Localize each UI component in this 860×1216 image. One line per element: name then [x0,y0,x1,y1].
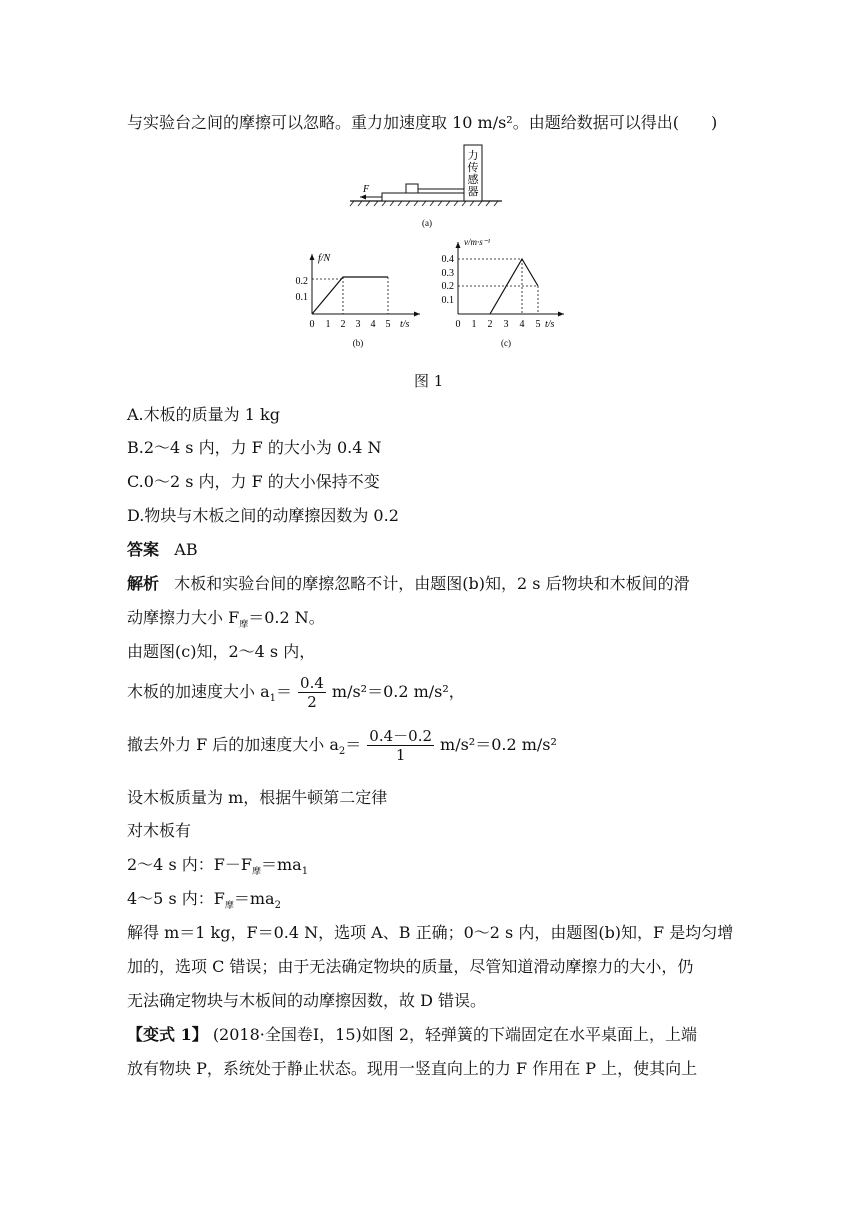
svg-text:1: 1 [471,319,477,330]
analysis-line-12: 无法确定物块与木板间的动摩擦因数，故 D 错误。 [127,991,487,1010]
svg-text:v/m·s⁻¹: v/m·s⁻¹ [464,237,491,247]
svg-text:0.3: 0.3 [441,268,454,279]
svg-text:感: 感 [467,174,479,186]
answer-label: 答案 [127,540,160,559]
force-label: F [362,184,370,195]
answer-line [127,539,198,561]
svg-text:2: 2 [340,319,346,330]
svg-text:0.2: 0.2 [295,276,308,287]
svg-text:0.2: 0.2 [441,281,454,292]
figure-a [340,140,510,235]
figure-b-graph [280,248,430,353]
svg-text:f/N: f/N [318,253,331,264]
svg-text:4: 4 [370,319,376,330]
svg-text:0.4: 0.4 [441,254,454,265]
svg-text:1: 1 [325,319,331,330]
analysis-label: 解析 [127,574,160,593]
analysis-line-1: 解析 木板和实验台间的摩擦忽略不计，由题图(b)知，2 s 后物块和木板间的滑 [127,574,690,593]
option-a: A.木板的质量为 1 kg [127,405,280,424]
analysis-line-6: 设木板质量为 m，根据牛顿第二定律 [127,788,388,807]
answer-value: AB [174,540,198,559]
board [382,193,466,201]
svg-text:3: 3 [355,319,361,330]
svg-text:器: 器 [467,186,479,198]
svg-text:5: 5 [535,319,541,330]
question-tail: 与实验台之间的摩擦可以忽略。重力加速度取 10 m/s²。由题给数据可以得出( ) [127,113,718,132]
svg-text:t/s: t/s [400,319,410,330]
analysis-line-5: 撤去外力 F 后的加速度大小 $a_2=$ $\frac{0.4-0.2}{1}$ m/s²＝0.2 m/s² [127,727,557,764]
variant-line-2: 放有物块 P，系统处于静止状态。现用一竖直向上的力 F 作用在 P 上，使其向上 [127,1059,698,1078]
option-b: B.2～4 s 内，力 F 的大小为 0.4 N [127,438,382,457]
svg-text:5: 5 [385,319,391,330]
svg-text:(c): (c) [501,338,511,348]
variant-line-1: 【变式 1】 (2018·全国卷Ⅰ，15)如图 2，轻弹簧的下端固定在水平桌面上，上端 [127,1025,698,1044]
svg-text:0.1: 0.1 [441,295,454,306]
option-c: C.0～2 s 内，力 F 的大小保持不变 [127,472,380,491]
svg-text:传: 传 [467,162,479,174]
svg-text:t/s: t/s [545,319,555,330]
analysis-line-3: 由题图(c)知，2～4 s 内， [127,642,316,661]
svg-text:0: 0 [309,319,315,330]
analysis-line-7: 对木板有 [127,821,192,840]
velocity-curve [490,259,538,314]
figure-caption: 图 1 [414,372,444,390]
svg-text:4: 4 [519,319,525,330]
fraction-a2: $\frac{0.4-0.2}{1}$ [369,727,433,764]
svg-text:2: 2 [487,319,493,330]
svg-text:0.1: 0.1 [295,292,308,303]
analysis-line-4: 木板的加速度大小 $a_1=$ $\frac{0.4}{2}$ m/s²＝0.2 m/s²， [127,674,465,711]
svg-text:(b): (b) [352,338,364,348]
analysis-line-11: 加的，选项 C 错误；由于无法确定物块的质量，尽管知道滑动摩擦力的大小，仍 [127,957,694,976]
figure-c-graph [430,232,580,354]
analysis-line-2: 动摩擦力大小 $F_摩=0.2$ N。 [127,608,325,631]
svg-text:0: 0 [455,319,461,330]
analysis-line-8: 2～4 s 内：$F-F_摩=ma_1$ [127,855,309,878]
block [406,184,418,193]
option-d: D.物块与木板之间的动摩擦因数为 0.2 [127,506,399,525]
variant-label: 【变式 1】 [127,1025,208,1044]
analysis-line-10: 解得 m＝1 kg，F＝0.4 N，选项 A、B 正确；0～2 s 内，由题图(b)知，F 是均匀增 [127,923,734,942]
svg-text:力: 力 [467,150,479,162]
svg-text:3: 3 [503,319,509,330]
fraction-a1: $\frac{0.4}{2}$ [300,674,324,711]
analysis-line-9: 4～5 s 内：$F_摩=ma_2$ [127,889,281,912]
svg-text:(a): (a) [422,218,432,228]
friction-curve [312,277,388,314]
